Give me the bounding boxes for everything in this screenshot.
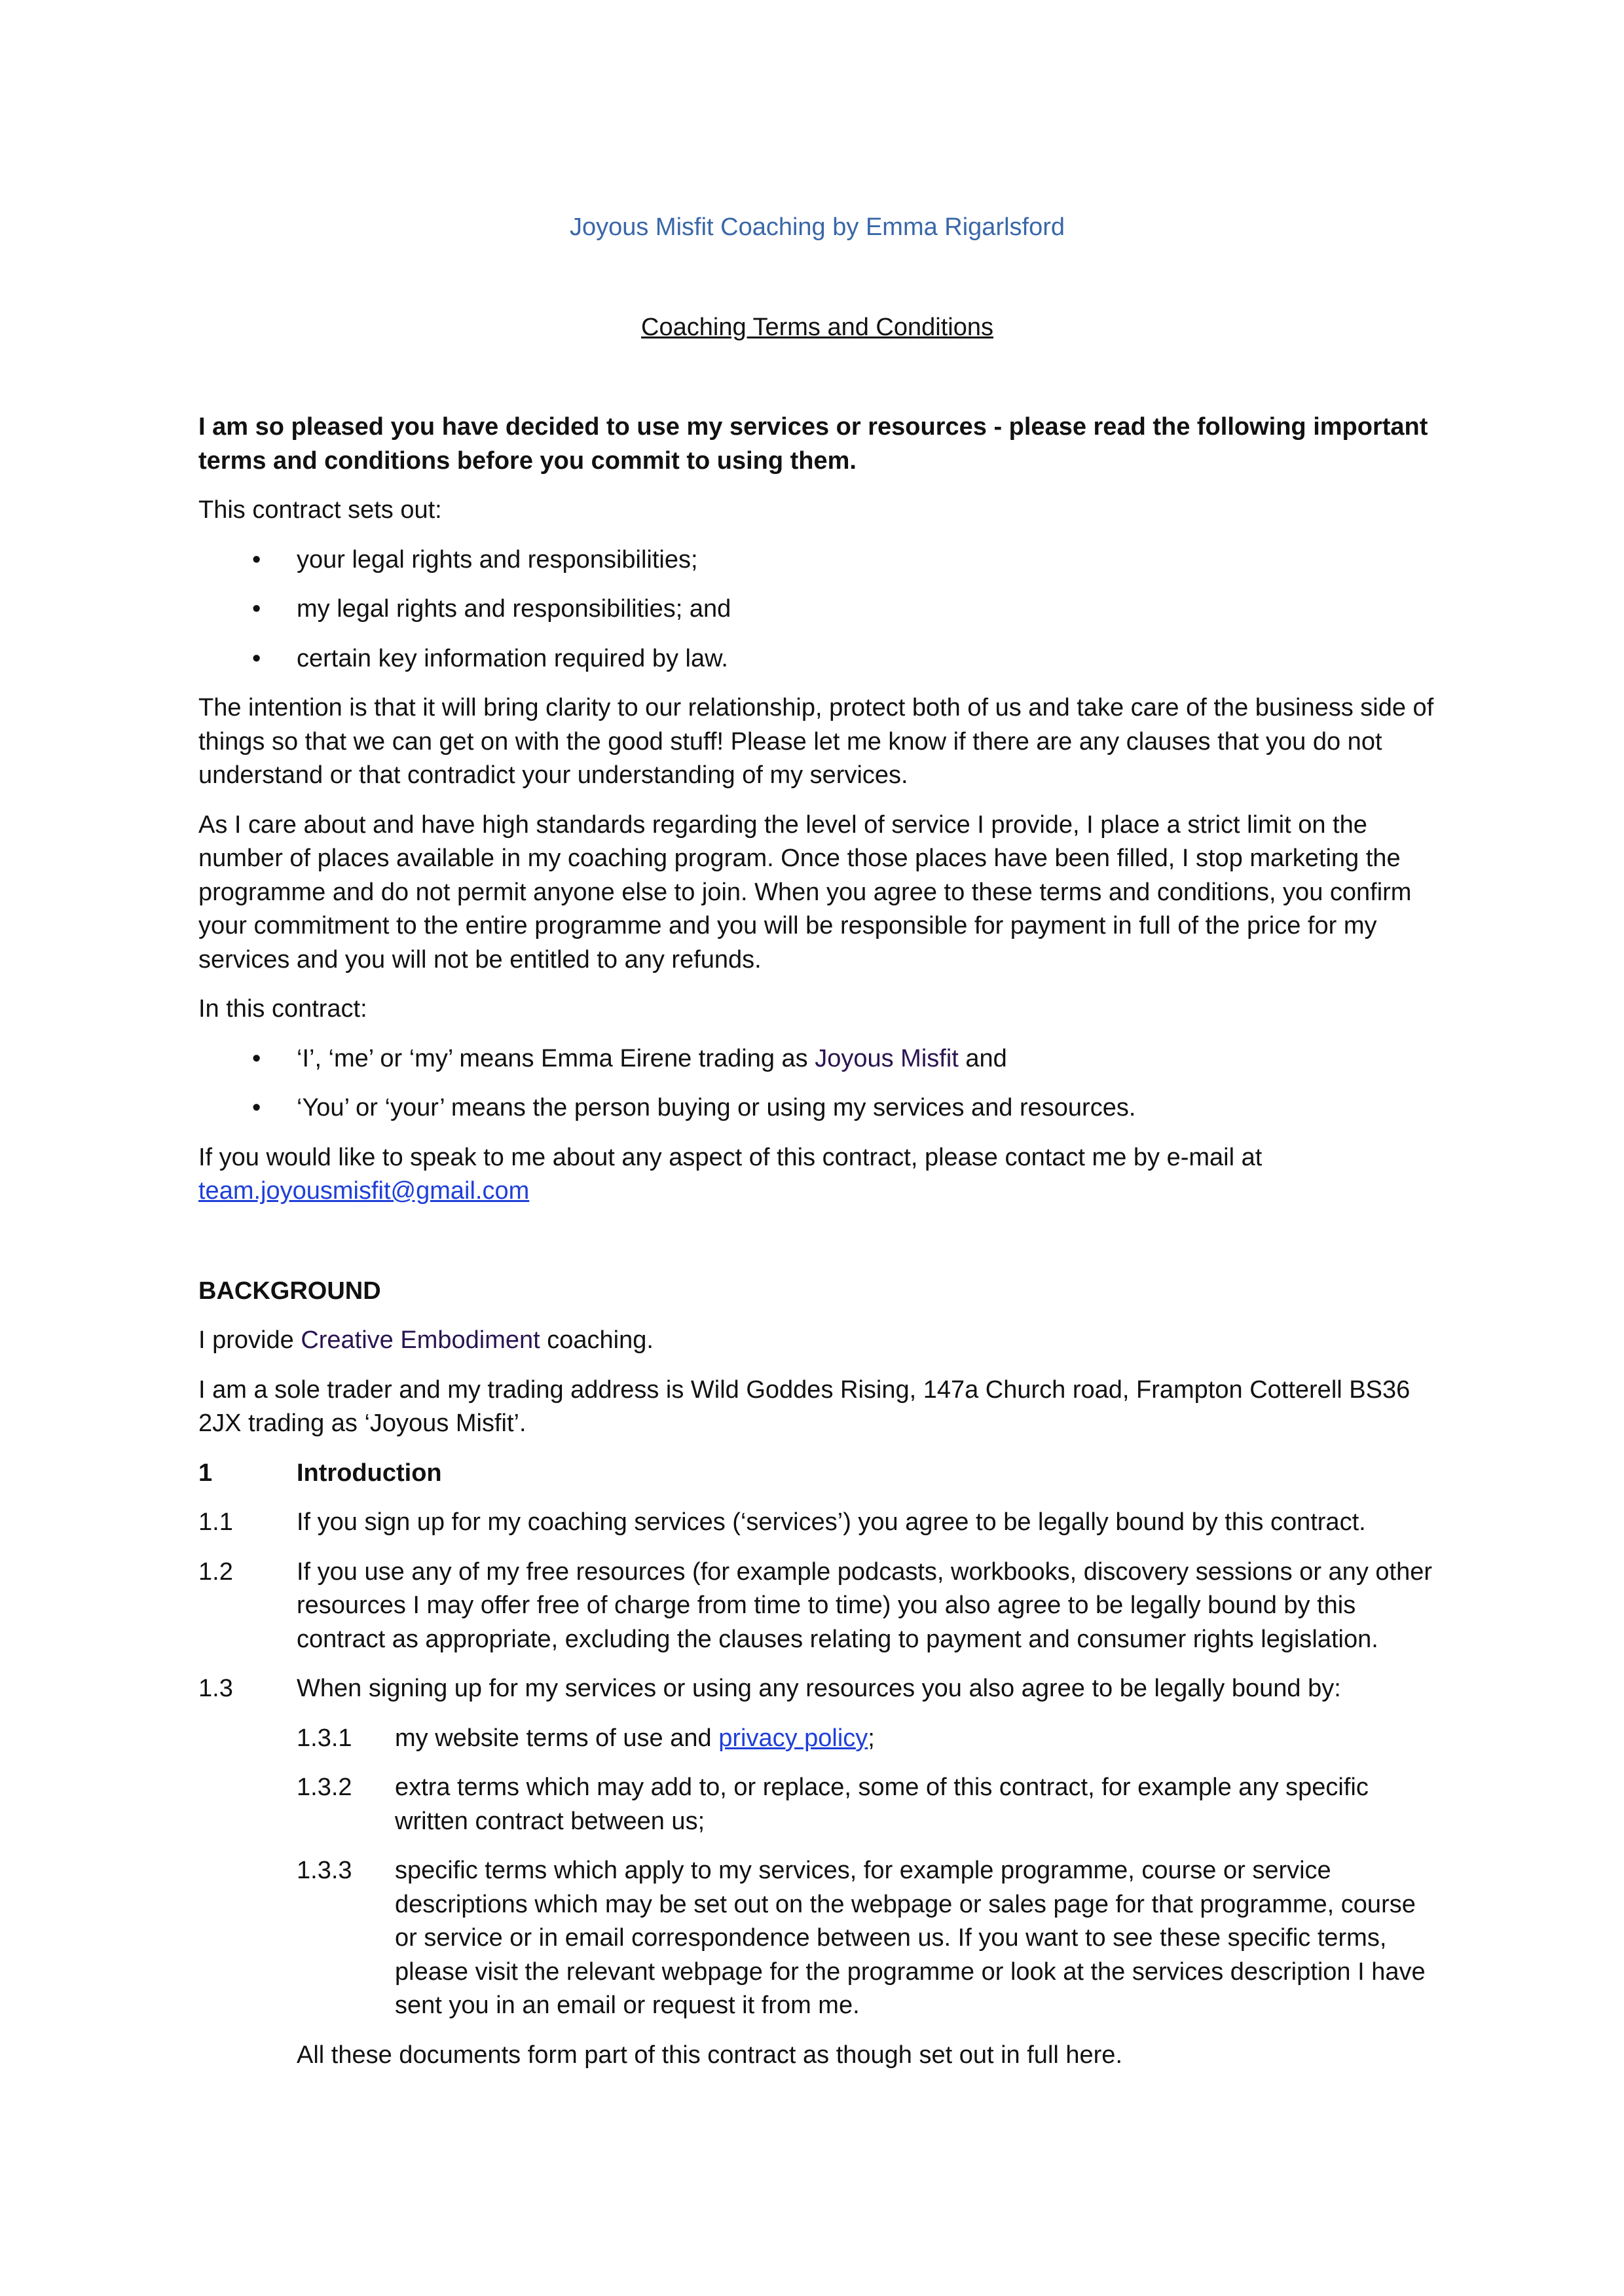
privacy-policy-link[interactable]: privacy policy (718, 1724, 868, 1752)
rights-list (198, 543, 1436, 676)
bullet-icon: • (252, 595, 261, 623)
bullet-icon: • (252, 1044, 261, 1072)
address-paragraph: I am a sole trader and my trading address is Wild Goddes Rising, 147a Church road, Frampton Cotterell BS36 2JX trading as ‘Joyous Misfit’. (198, 1376, 1411, 1437)
document-body (198, 211, 1436, 2072)
section-1-heading (198, 1457, 1436, 1491)
clause-text: If you use any of my free resources (for example podcasts, workbooks, discovery sessions or any other resources I may offer free of charge from time to time) you also agree to be legally bound by this contract as appropriate, excluding the clauses relating to payment and consumer rights legislation. (297, 1558, 1432, 1653)
intention-paragraph: The intention is that it will bring clarity to our relationship, protect both of us and take care of the business side of things so that we can get on with the good stuff! Please let me know if there are any clauses that you do not understand or that contradict your understanding of my services. (198, 694, 1434, 789)
list-item: • certain key information required by law. (198, 642, 1436, 676)
clause-number: 1.3 (198, 1675, 233, 1702)
standards-paragraph: As I care about and have high standards regarding the level of service I provide, I place a strict limit on the number of places available in my coaching program. Once those places have been filled, I stop marketing the programme and do not permit anyone else to join. When you agree to these terms and conditions, you confirm your commitment to the entire programme and you will be responsible for payment in full of the price for my services and you will not be entitled to any refunds. (198, 811, 1412, 974)
clause-number: 1.2 (198, 1558, 233, 1586)
list-item: • my legal rights and responsibilities; and (198, 592, 1436, 627)
clause-1-2 (198, 1556, 1436, 1657)
closing-paragraph: All these documents form part of this contract as though set out in full here. (297, 2041, 1122, 2069)
list-item: • your legal rights and responsibilities; (198, 543, 1436, 577)
clause-1-3-2 (198, 1771, 1436, 1838)
document-title: Coaching Terms and Conditions (641, 313, 993, 341)
contact-email-link[interactable]: team.joyousmisfit@gmail.com (198, 1177, 530, 1205)
provide-paragraph: I provide Creative Embodiment coaching. (198, 1326, 654, 1354)
clause-text: If you sign up for my coaching services (‘services’) you agree to be legally bound by this contract. (297, 1508, 1366, 1536)
clause-1-3-1 (198, 1722, 1436, 1756)
trading-name: Joyous Misfit (815, 1044, 959, 1072)
contact-paragraph: If you would like to speak to me about any aspect of this contract, please contact me by e-mail at team.joyousmisfit@gmail.com (198, 1143, 1263, 1205)
org-title: Joyous Misfit Coaching by Emma Rigarlsford (569, 213, 1065, 241)
clause-number: 1 (198, 1459, 213, 1487)
clause-number: 1.1 (198, 1508, 233, 1536)
clause-1-1 (198, 1506, 1436, 1540)
service-name: Creative Embodiment (301, 1326, 540, 1354)
clause-text: specific terms which apply to my services, for example programme, course or service descriptions which may be set out on the webpage or sales page for that programme, course or service or in email correspondence between us. If you want to see these specific terms, please visit the relevant webpage for the programme or look at the services description I have sent you in an email or request it from me. (395, 1857, 1426, 2019)
definitions-list (198, 1042, 1436, 1125)
intro-bold-paragraph: I am so pleased you have decided to use my services or resources - please read the following important terms and conditions before you commit to using them. (198, 413, 1428, 475)
bullet-icon: • (252, 545, 261, 574)
clause-number: 1.3.2 (297, 1774, 352, 1801)
section-title: Introduction (297, 1459, 442, 1487)
in-this-contract-text: In this contract: (198, 995, 367, 1023)
clause-text: When signing up for my services or using any resources you also agree to be legally bound by: (297, 1675, 1341, 1702)
clause-number: 1.3.3 (297, 1857, 352, 1884)
clause-number: 1.3.1 (297, 1724, 352, 1752)
clause-1-3 (198, 1672, 1436, 1706)
background-heading: BACKGROUND (198, 1277, 381, 1305)
definition-you: • ‘You’ or ‘your’ means the person buying or using my services and resources. (198, 1091, 1436, 1125)
clause-text: my website terms of use and privacy policy; (395, 1724, 875, 1752)
bullet-icon: • (252, 644, 261, 672)
bullet-icon: • (252, 1094, 261, 1121)
sets-out-text: This contract sets out: (198, 496, 442, 524)
clause-text: extra terms which may add to, or replace, some of this contract, for example any specific written contract between us; (395, 1774, 1369, 1835)
clause-1-3-3 (198, 1854, 1436, 2023)
definition-me: • ‘I’, ‘me’ or ‘my’ means Emma Eirene trading as Joyous Misfit and (198, 1042, 1436, 1076)
